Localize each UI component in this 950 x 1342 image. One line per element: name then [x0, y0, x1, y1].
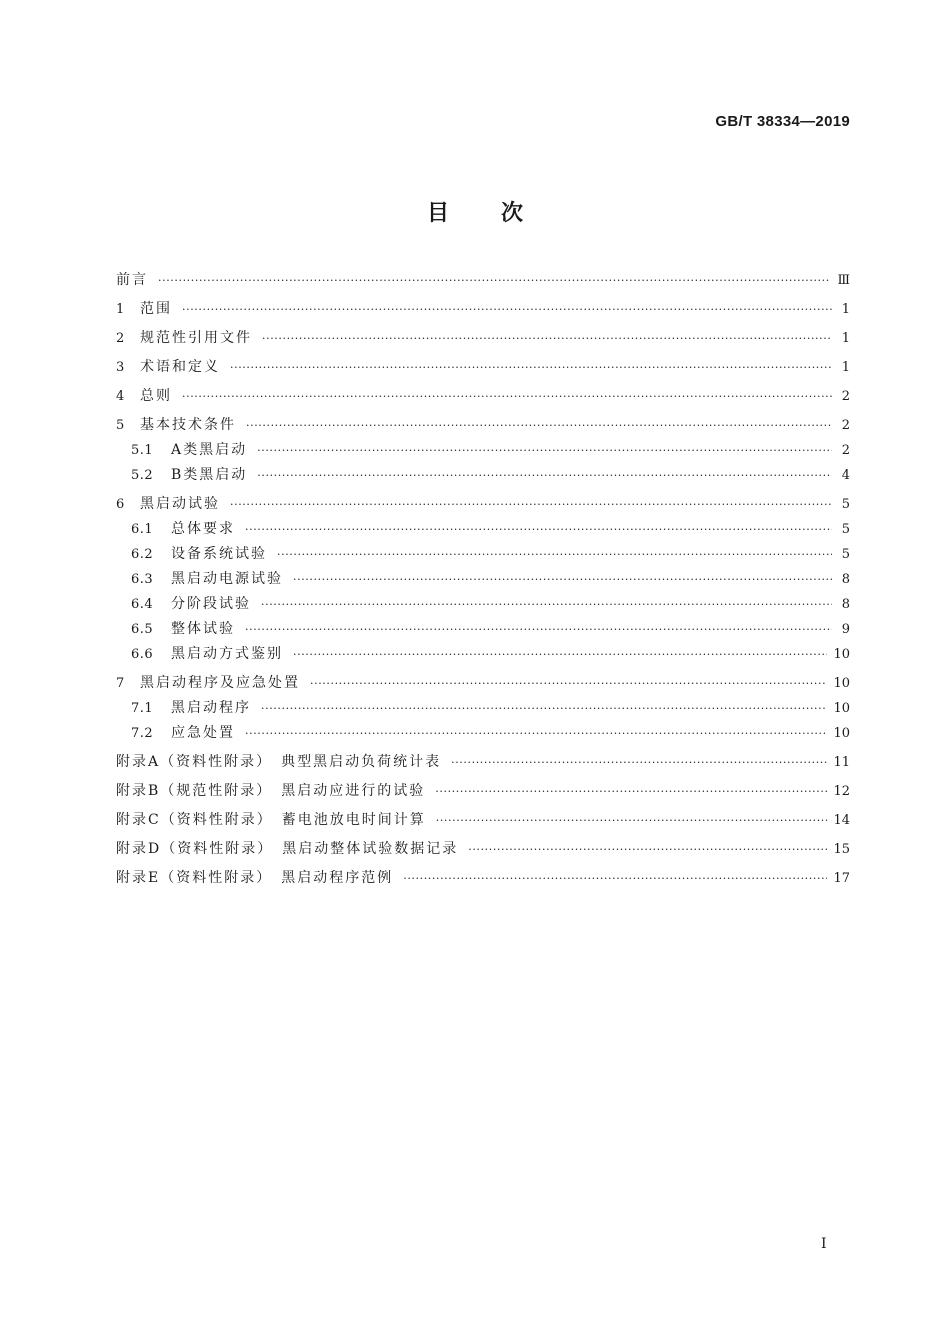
toc-entry-title: 总则	[140, 388, 172, 404]
toc-entry-page: 9	[841, 622, 850, 637]
toc-entry-page: 5	[841, 522, 850, 537]
toc-entry-number: 4	[116, 389, 125, 404]
toc-entry-title: 附录B（规范性附录） 黑启动应进行的试验	[116, 783, 426, 799]
toc-entry[interactable]	[116, 837, 850, 862]
toc-entry-number: 7	[116, 676, 125, 691]
toc-entry[interactable]	[116, 413, 850, 438]
toc-entry-number: 7.2	[131, 726, 154, 741]
toc-entry-page: 4	[841, 468, 850, 483]
toc-leader-dots	[293, 567, 832, 592]
toc-entry-page: 10	[833, 726, 850, 741]
standard-code: GB/T 38334—2019	[715, 113, 850, 130]
toc-entry[interactable]	[116, 617, 850, 642]
toc-entry-page: 12	[833, 784, 850, 799]
toc-leader-dots	[245, 617, 832, 642]
toc-entry[interactable]	[116, 567, 850, 592]
toc-entry-title: 黑启动试验	[140, 496, 220, 512]
toc-entry-number: 6.3	[131, 572, 154, 587]
toc-entry-title: 规范性引用文件	[140, 330, 252, 346]
toc-leader-dots	[158, 268, 831, 293]
toc-entry-number: 6.6	[131, 647, 154, 662]
page-number: I	[821, 1236, 827, 1252]
toc-entry[interactable]	[116, 517, 850, 542]
toc-entry[interactable]	[116, 297, 850, 322]
toc-leader-dots	[257, 463, 832, 488]
toc-entry-number: 5	[116, 418, 125, 433]
toc-leader-dots	[435, 779, 827, 804]
toc-leader-dots	[230, 355, 832, 380]
toc-entry-page: 10	[833, 676, 850, 691]
toc-entry-number: 1	[116, 302, 125, 317]
toc-leader-dots	[277, 542, 832, 567]
toc-entry-page: 2	[841, 389, 850, 404]
toc-leader-dots	[182, 384, 832, 409]
toc-entry-page: 8	[841, 597, 850, 612]
toc-entry-title: 附录C（资料性附录） 蓄电池放电时间计算	[116, 812, 426, 828]
toc-entry-number: 6.2	[131, 547, 154, 562]
toc-entry-title: A类黑启动	[171, 442, 248, 458]
toc-entry-number: 3	[116, 360, 125, 375]
toc-entry-title: B类黑启动	[171, 467, 248, 483]
toc-leader-dots	[310, 671, 827, 696]
toc-entry-page: 2	[841, 418, 850, 433]
toc-leader-dots	[468, 837, 827, 862]
toc-entry-number: 7.1	[131, 701, 154, 716]
toc-entry-title: 设备系统试验	[171, 546, 267, 562]
toc-leader-dots	[246, 413, 832, 438]
toc-entry[interactable]	[116, 268, 850, 293]
toc-entry-number: 5.2	[131, 468, 154, 483]
toc-entry-title: 附录A（资料性附录） 典型黑启动负荷统计表	[116, 754, 442, 770]
toc-entry-number: 5.1	[131, 443, 154, 458]
toc-entry-number: 6.4	[131, 597, 154, 612]
toc-entry[interactable]	[116, 326, 850, 351]
toc-entry-number: 6.5	[131, 622, 154, 637]
toc-leader-dots	[451, 750, 827, 775]
toc-leader-dots	[245, 721, 827, 746]
toc-entry-title: 黑启动程序及应急处置	[140, 675, 300, 691]
toc-entry[interactable]	[116, 384, 850, 409]
toc-entry-page: 15	[833, 842, 850, 857]
toc-leader-dots	[262, 326, 832, 351]
toc-entry-title: 术语和定义	[140, 359, 220, 375]
toc-entry-number: 6.1	[131, 522, 154, 537]
toc-entry-title: 基本技术条件	[140, 417, 236, 433]
toc-entry-page: 1	[841, 302, 850, 317]
toc-entry-page: 14	[833, 813, 850, 828]
toc-entry-title: 总体要求	[171, 521, 235, 537]
toc-entry[interactable]	[116, 750, 850, 775]
toc-entry-page: 1	[841, 331, 850, 346]
table-of-contents	[116, 268, 850, 891]
toc-entry-number: 6	[116, 497, 125, 512]
toc-leader-dots	[293, 642, 827, 667]
toc-entry[interactable]	[116, 492, 850, 517]
toc-entry[interactable]	[116, 642, 850, 667]
toc-entry-title: 范围	[140, 301, 172, 317]
toc-entry-title: 附录E（资料性附录） 黑启动程序范例	[116, 870, 394, 886]
toc-entry[interactable]	[116, 463, 850, 488]
page-title: 目次	[426, 201, 575, 226]
toc-entry-number: 2	[116, 331, 125, 346]
toc-entry-page: 2	[841, 443, 850, 458]
toc-entry-title: 黑启动方式鉴别	[171, 646, 283, 662]
toc-entry[interactable]	[116, 542, 850, 567]
toc-entry-title: 前言	[116, 272, 148, 288]
toc-entry-page: 5	[841, 497, 850, 512]
toc-entry-page: Ⅲ	[837, 273, 850, 288]
toc-entry[interactable]	[116, 696, 850, 721]
toc-leader-dots	[257, 438, 832, 463]
toc-entry[interactable]	[116, 671, 850, 696]
toc-entry[interactable]	[116, 721, 850, 746]
toc-entry[interactable]	[116, 779, 850, 804]
toc-entry-page: 11	[833, 755, 850, 770]
toc-entry-page: 5	[841, 547, 850, 562]
toc-leader-dots	[261, 696, 827, 721]
toc-entry-page: 8	[841, 572, 850, 587]
toc-entry-title: 附录D（资料性附录） 黑启动整体试验数据记录	[116, 841, 459, 857]
toc-leader-dots	[245, 517, 832, 542]
toc-leader-dots	[261, 592, 832, 617]
toc-entry[interactable]	[116, 808, 850, 833]
toc-entry-page: 10	[833, 701, 850, 716]
toc-entry-title: 整体试验	[171, 621, 235, 637]
toc-entry-title: 分阶段试验	[171, 596, 251, 612]
toc-leader-dots	[230, 492, 832, 517]
toc-entry[interactable]	[116, 592, 850, 617]
toc-leader-dots	[403, 866, 827, 891]
toc-entry[interactable]	[116, 866, 850, 891]
toc-leader-dots	[182, 297, 832, 322]
toc-entry[interactable]	[116, 355, 850, 380]
toc-entry[interactable]	[116, 438, 850, 463]
toc-leader-dots	[436, 808, 828, 833]
toc-entry-title: 黑启动电源试验	[171, 571, 283, 587]
toc-entry-page: 10	[833, 647, 850, 662]
toc-entry-title: 黑启动程序	[171, 700, 251, 716]
toc-entry-page: 1	[841, 360, 850, 375]
toc-entry-title: 应急处置	[171, 725, 235, 741]
toc-entry-page: 17	[833, 871, 850, 886]
